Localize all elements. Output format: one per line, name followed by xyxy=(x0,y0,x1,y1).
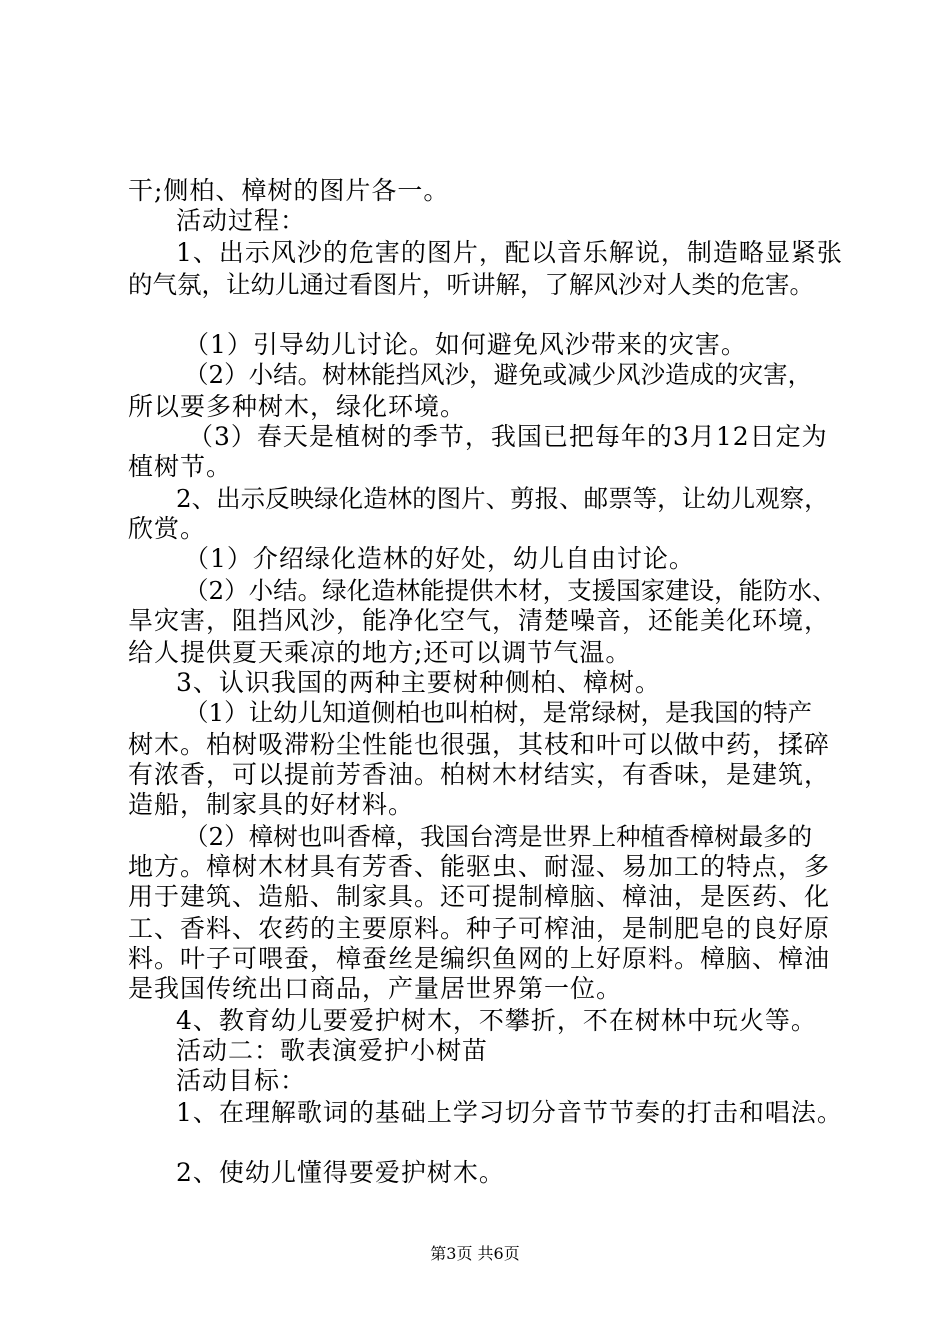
text-line: 活动目标： xyxy=(176,1066,307,1095)
text-line: 地方。樟树木材具有芳香、能驱虫、耐湿、易加工的特点，多 xyxy=(128,852,831,881)
text-line: 干;侧柏、樟树的图片各一。 xyxy=(128,176,450,205)
text-line: 给人提供夏天乘凉的地方;还可以调节气温。 xyxy=(128,638,632,667)
text-line: 树木。柏树吸滞粉尘性能也很强，其枝和叶可以做中药，揉碎 xyxy=(128,730,831,759)
text-line: 料。叶子可喂蚕，樟蚕丝是编织鱼网的上好原料。樟脑、樟油 xyxy=(128,944,831,973)
text-line: 1、出示风沙的危害的图片，配以音乐解说，制造略显紧张 xyxy=(176,238,843,267)
text-line: （2）小结。绿化造林能提供木材，支援国家建设，能防水、 xyxy=(184,576,837,605)
text-line: （2）小结。树林能挡风沙，避免或减少风沙造成的灾害， xyxy=(184,360,813,389)
page-footer: 第3页 共6页 xyxy=(430,1244,520,1263)
text-line: （2）樟树也叫香樟，我国台湾是世界上种植香樟树最多的 xyxy=(184,822,813,851)
text-line: 是我国传统出口商品，产量居世界第一位。 xyxy=(128,974,623,1003)
text-line: 4、教育幼儿要爱护树木，不攀折，不在树林中玩火等。 xyxy=(176,1006,817,1035)
text-line: 所以要多种树木，绿化环境。 xyxy=(128,392,467,421)
text-line: 活动过程： xyxy=(176,206,307,235)
text-line: 旱灾害，阻挡风沙，能净化空气，清楚噪音，还能美化环境， xyxy=(128,606,831,635)
text-line: 2、使幼儿懂得要爱护树木。 xyxy=(176,1158,505,1187)
text-line: 2、出示反映绿化造林的图片、剪报、邮票等，让幼儿观察， xyxy=(176,484,829,513)
text-line: （1）介绍绿化造林的好处，幼儿自由讨论。 xyxy=(184,544,695,573)
text-line: （1）让幼儿知道侧柏也叫柏树，是常绿树，是我国的特产 xyxy=(184,698,813,727)
text-line: （3）春天是植树的季节，我国已把每年的3月12日定为 xyxy=(188,422,828,451)
text-line: 欣赏。 xyxy=(128,514,207,543)
text-line: 有浓香，可以提前芳香油。柏树木材结实，有香味，是建筑， xyxy=(128,760,831,789)
text-line: 3、认识我国的两种主要树种侧柏、樟树。 xyxy=(176,668,661,697)
text-line: 工、香料、农药的主要原料。种子可榨油，是制肥皂的良好原 xyxy=(128,914,831,943)
text-line: 1、在理解歌词的基础上学习切分音节节奏的打击和唱法。 xyxy=(176,1098,843,1127)
text-line: 的气氛，让幼儿通过看图片，听讲解，了解风沙对人类的危害。 xyxy=(128,270,814,299)
text-line: （1）引导幼儿讨论。如何避免风沙带来的灾害。 xyxy=(184,330,747,359)
text-line: 造船，制家具的好材料。 xyxy=(128,790,415,819)
text-line: 用于建筑、造船、制家具。还可提制樟脑、樟油，是医药、化 xyxy=(128,882,831,911)
text-line: 活动二：歌表演爱护小树苗 xyxy=(176,1036,489,1065)
text-line: 植树节。 xyxy=(128,452,233,481)
